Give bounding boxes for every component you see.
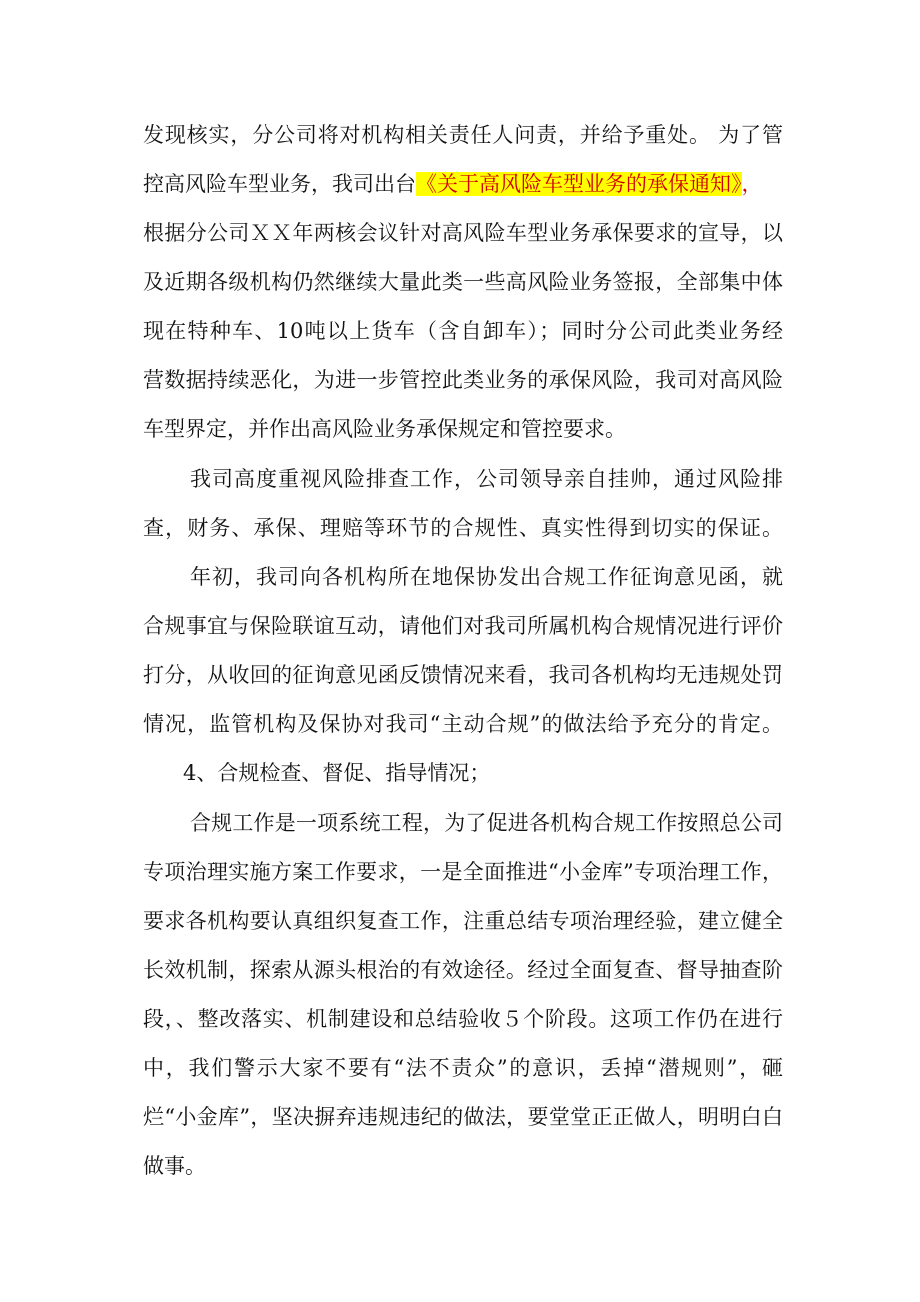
paragraph-line: [143, 169, 783, 199]
paragraph-line: 段，、整改落实、机制建设和总结验收５个阶段。这项工作仍在进行: [143, 1007, 783, 1031]
paragraph-line: 烂“小金库”，坚决摒弃违规违纪的做法，要堂堂正正做人，明明白白: [143, 1105, 783, 1129]
paragraph-line: 我司高度重视风险排查工作，公司领导亲自挂帅，通过风险排: [190, 467, 783, 491]
paragraph-line: 发现核实，分公司将对机构相关责任人问责，并给予重处。 为了管: [143, 123, 783, 147]
paragraph-line: 合规工作是一项系统工程，为了促进各机构合规工作按照总公司: [190, 811, 783, 835]
paragraph-line: 车型界定，并作出高风险业务承保规定和管控要求。: [143, 417, 626, 441]
paragraph-line: 打分，从收回的征询意见函反馈情况来看，我司各机构均无违规处罚: [143, 663, 783, 687]
paragraph-line: 及近期各级机构仍然继续大量此类一些高风险业务签报，全部集中体: [143, 270, 783, 294]
line-text: 控高风险车型业务，我司出台: [143, 172, 416, 196]
notice-title-highlight: 《关于高风险车型业务的承保通知》: [416, 172, 742, 196]
paragraph-line: 做事。: [143, 1154, 206, 1178]
paragraph-line: 合规事宜与保险联谊互动，请他们对我司所属机构合规情况进行评价: [143, 614, 783, 638]
paragraph-line: 根据分公司ＸＸ年两核会议针对高风险车型业务承保要求的宣导，以: [143, 221, 783, 245]
paragraph-line: 中，我们警示大家不要有“法不责众”的意识，丢掉“潜规则”，砸: [143, 1056, 783, 1080]
paragraph-line: 要求各机构要认真组织复查工作，注重总结专项治理经验，建立健全: [143, 909, 783, 933]
paragraph-line: 年初，我司向各机构所在地保协发出合规工作征询意见函，就: [190, 565, 783, 589]
paragraph-line: 营数据持续恶化，为进一步管控此类业务的承保风险，我司对高风险: [143, 368, 783, 392]
paragraph-line: 情况，监管机构及保协对我司“主动合规”的做法给予充分的肯定。: [143, 712, 783, 736]
highlight-comma: ，: [741, 172, 763, 196]
paragraph-line: 现在特种车、10吨以上货车（含自卸车）；同时分公司此类业务经: [143, 319, 783, 343]
paragraph-line: 查，财务、承保、理赔等环节的合规性、真实性得到切实的保证。: [143, 516, 783, 540]
section-heading: 4、合规检查、督促、指导情况；: [183, 761, 491, 785]
paragraph-line: 长效机制，探索从源头根治的有效途径。经过全面复查、督导抽查阶: [143, 958, 783, 982]
paragraph-line: 专项治理实施方案工作要求，一是全面推进“小金库”专项治理工作，: [143, 860, 783, 884]
